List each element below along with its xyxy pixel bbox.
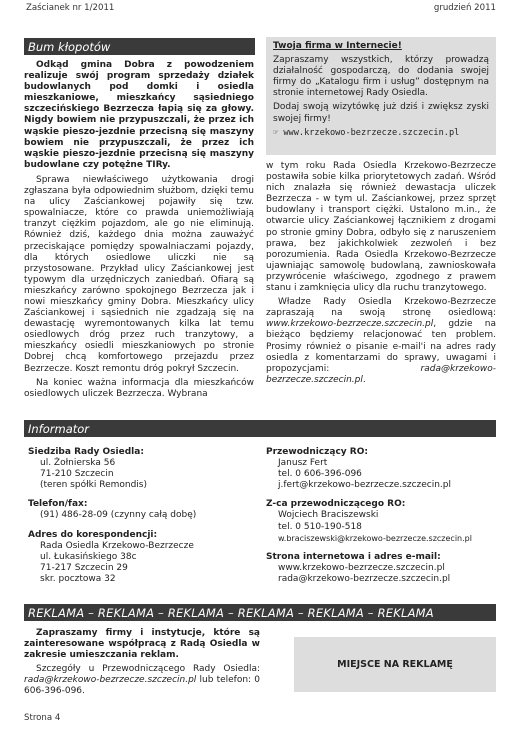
section-title-bum: Bum kłopotów	[24, 38, 255, 55]
advertising-info	[24, 628, 260, 701]
article-paragraph: w tym roku Rada Osiedla Krzekowo-Bezrzecze postawiła sobie kilka priorytetowych zadań. Wśród nich znalazła się również dewastacja uliczek Bezrzecza - w tym ul. Zaściankowej, przez sprzęt budowlany i transport ciężki. Ustalono m.in., że otwarcie ulicy Zaściankowej łącznikiem z drogami po stronie gminy Dobra, odbyło się z naruszeniem prawa, bez jakichkolwiek zezwoleń i bez porozumienia. Rada Osiedla Krzekowo-Bezrzecze ujawniając samowolę budowlaną, zawnioskowała przywrócenie właściwego, zgodnego z prawem stanu i zamknięcia ulicy dla ruchu tranzytowego.	[266, 161, 496, 294]
info-line: (teren spółki Remondis)	[40, 480, 147, 491]
email-link[interactable]: rada@krzekowo-bezrzecze.szczecin.pl	[278, 573, 451, 584]
article-lead: Odkąd gmina Dobra z powodzeniem realizuje swój program sprzedaży działek budowlanych pod domki i osiedla mieszkaniowe, mieszkańcy sąsiedniego szczecińskiego Bezrzecza łapią się za głowy. Nigdy bowiem nie przypuszczali, że przez ich wąskie pieszo-jezdnie przecisną się maszyny bowiem nie przypuszczali, że przez ich wąskie pieszo-jezdnie przecisną się maszyny budowlane czy potężne TIRy.	[24, 60, 254, 170]
article-paragraph: Na koniec ważna informacja dla mieszkańców osiedlowych uliczek Bezrzecza. Wybrana	[24, 377, 254, 399]
email-link[interactable]: w.braciszewski@krzekowo-bezrzecze.szczecin.pl	[278, 533, 472, 543]
info-line: Rada Osiedla Krzekowo-Bezrzecze	[40, 540, 194, 551]
company-catalog-box	[266, 37, 496, 155]
article-left-column	[24, 60, 254, 403]
issue-date: grudzień 2011	[433, 3, 496, 13]
info-heading: Siedziba Rady Osiedla:	[28, 447, 144, 457]
informator-right	[266, 447, 496, 585]
info-line: Wojciech Braciszewski	[278, 510, 379, 521]
section-title-informator: Informator	[24, 420, 496, 437]
info-heading: Strona internetowa i adres e-mail:	[266, 551, 441, 562]
website-link[interactable]: www.krzekowo-bezrzecze.szczecin.pl	[266, 319, 434, 330]
info-heading: Przewodniczący RO:	[266, 447, 368, 457]
section-title-reklama: REKLAMA – REKLAMA – REKLAMA – REKLAMA – REKLAMA – REKLAMA	[24, 604, 496, 621]
info-heading: Telefon/fax:	[28, 499, 88, 510]
article-paragraph: Sprawa niewłaściwego użytkowania drogi zgłaszana była odpowiednim służbom, dzięki temu na ulicy Zaściankowej pojawiły się tzw. spowalniacze, które co prawda uniemożliwiają tranzyt ciężkim pojazdom, ale go nie eliminują. Również dziś, każdego dnia można zauważyć przeciskające pomiędzy spowalniaczami pojazdy, dla których osiedlowe uliczki nie są przystosowane. Przykład ulicy Zaściankowej jest typowym dla urzędniczych zaniedbań. Ofiarą są mieszkańcy zarówno spokojnego Bezrzecza jak i nowi mieszkańcy gminy Dobra. Mieszkańcy ulicy Zaściankowej i sąsiednich nie zgadzają się na dewastację wyremontowanych kilka lat temu osiedlowych dróg przez ruch tranzytowy, a mieszkańcy osiedli mieszkaniowych po stronie Dobrej chcą komfortowego przejazdu przez Bezrzecze. Koszt remontu dróg pokrył Szczecin.	[24, 174, 254, 374]
page-number: Strona 4	[24, 713, 61, 723]
box-paragraph: Zapraszamy wszystkich, którzy prowadzą działalność gospodarczą, do dodania swojej firmy do „Katalogu firm i usług” dostępnym na stronie internetowej Rady Osiedla.	[273, 55, 489, 99]
info-line: ul. Żołnierska 56	[40, 458, 116, 469]
info-line: ul. Łukasińskiego 38c	[40, 551, 137, 562]
advertising-lead: Zapraszamy firmy i instytucje, które są zainteresowane współpracą z Radą Osiedla w zakresie umieszczania reklam.	[24, 628, 260, 661]
email-link[interactable]: rada@krzekowo-bezrzecze.szczecin.pl	[266, 363, 496, 385]
info-line: tel. 0 510-190-518	[278, 521, 362, 532]
website-link[interactable]: www.krzekowo-bezrzecze.szczecin.pl	[278, 562, 445, 573]
info-line: (91) 486-28-09 (czynny całą dobę)	[40, 510, 197, 521]
info-heading: Adres do korespondencji:	[28, 529, 158, 540]
info-heading: Z-ca przewodniczącego RO:	[266, 499, 406, 510]
info-line: skr. pocztowa 32	[40, 573, 116, 584]
box-title: Twoja firma w Internecie!	[273, 41, 402, 51]
ad-placeholder-box: MIEJSCE NA REKLAMĘ	[294, 637, 496, 692]
box-paragraph: Dodaj swoją wizytówkę już dziś i zwiększ zyski swojej firmy!	[273, 102, 489, 124]
article-right-column	[266, 161, 496, 389]
info-line: 71-217 Szczecin 29	[40, 562, 128, 573]
catalog-url[interactable]: www.krzekowo-bezrzecze.szczecin.pl	[283, 127, 460, 138]
advertising-paragraph: Szczegóły u Przewodniczącego Rady Osiedla: rada@krzekowo-bezrzecze.szczecin.pl lub telefon: 0 606-396-096.	[24, 664, 260, 697]
info-line: tel. 0 606-396-096	[278, 469, 362, 480]
informator-left	[28, 447, 248, 585]
catalog-link[interactable]	[273, 128, 489, 139]
info-line: Janusz Fert	[278, 458, 328, 469]
pointing-hand-icon: ☞	[273, 127, 279, 138]
info-line: 71-210 Szczecin	[40, 469, 114, 480]
email-link[interactable]: j.fert@krzekowo-bezrzecze.szczecin.pl	[278, 480, 452, 491]
article-paragraph: Władze Rady Osiedla Krzekowo-Bezrzecze zapraszają na swoją stronę osiedlową: www.krzekowo-bezrzecze.szczecin.pl, gdzie na bieżąco będziemy relacjonować ten problem. Prosimy również o pisanie e-mail'i na adres rady osiedla z komentarzami do sprawy, uwagami i propozycjami: rada@krzekowo-bezrzecze.szczecin.pl.	[266, 297, 496, 385]
email-link[interactable]: rada@krzekowo-bezrzecze.szczecin.pl	[24, 675, 197, 686]
issue-label: Zaścianek nr 1/2011	[26, 3, 115, 13]
